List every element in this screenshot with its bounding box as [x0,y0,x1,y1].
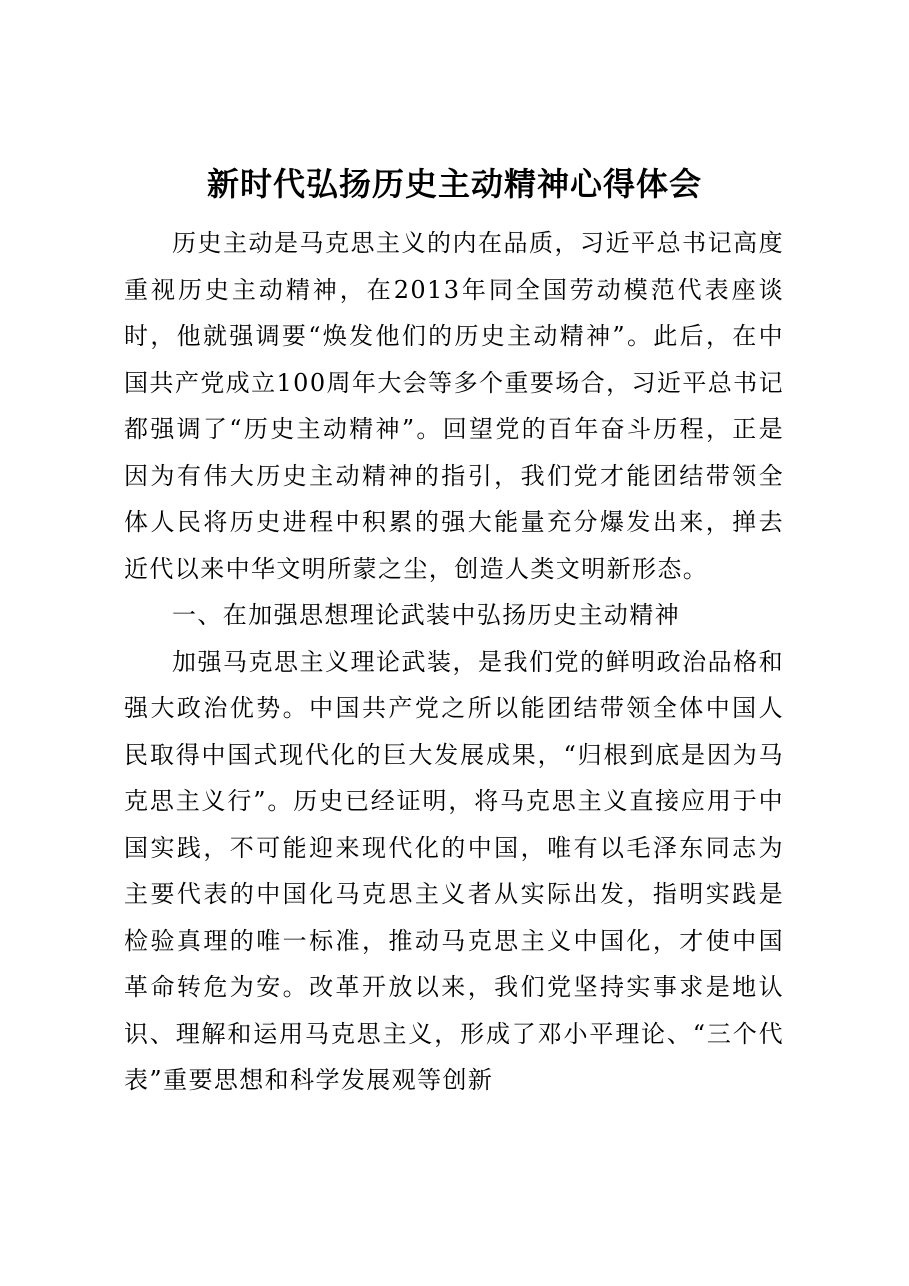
section-heading-1: 一、在加强思想理论武装中弘扬历史主动精神 [172,601,680,629]
document-body [124,220,784,1104]
paragraph-section-1: 加强马克思主义理论武装，是我们党的鲜明政治品格和强大政治优势。中国共产党之所以能团结带领全体中国人民取得中国式现代化的巨大发展成果，“归根到底是因为马克思主义行”。历史已经证明，将马克思主义直接应用于中国实践，不可能迎来现代化的中国，唯有以毛泽东同志为主要代表的中国化马克思主义者从实际出发，指明实践是检验真理的唯一标准，推动马克思主义中国化，才使中国革命转危为安。改革开放以来，我们党坚持实事求是地认识、理解和运用马克思主义，形成了邓小平理论、“三个代表”重要思想和科学发展观等创新 [124,647,784,1094]
document-title: 新时代弘扬历史主动精神心得体会 [206,165,702,203]
paragraph-intro: 历史主动是马克思主义的内在品质，习近平总书记高度重视历史主动精神，在2013年同全国劳动模范代表座谈时，他就强调要“焕发他们的历史主动精神”。此后，在中国共产党成立100周年大会等多个重要场合，习近平总书记都强调了“历史主动精神”。回望党的百年奋斗历程，正是因为有伟大历史主动精神的指引，我们党才能团结带领全体人民将历史进程中积累的强大能量充分爆发出来，掸去近代以来中华文明所蒙之尘，创造人类文明新形态。 [124,229,784,583]
